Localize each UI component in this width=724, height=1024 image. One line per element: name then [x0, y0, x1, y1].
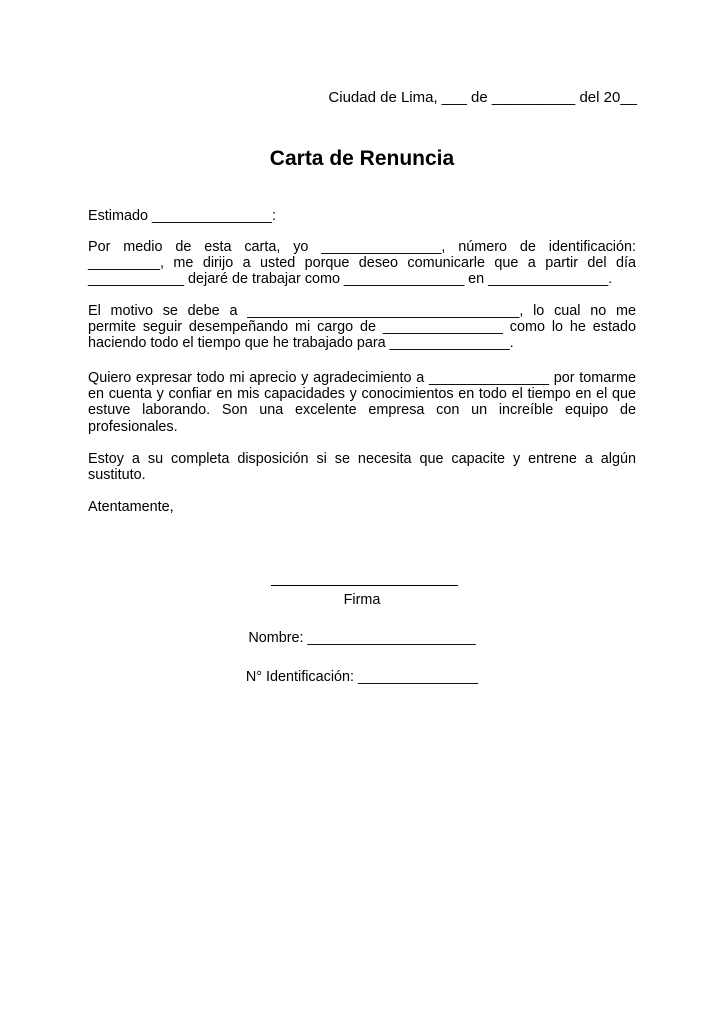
paragraph-3-text: Quiero expresar todo mi aprecio y agradecimiento a _______________ por tomarme en cuenta y confiar en mis capacidades y conocimientos en todo el tiempo en el que estuve laborando. Son una excelente empresa con un increíble equipo de profesionales. — [88, 370, 636, 435]
paragraph-2-text: El motivo se debe a __________________________________, lo cual no me permite seguir desempeñando mi cargo de _______________ como lo he estado haciendo todo el tiempo que he trabajado para _______________. — [88, 303, 636, 352]
closing — [88, 499, 636, 515]
paragraph-4 — [88, 451, 636, 483]
signature-label: Firma — [343, 592, 381, 608]
closing-text: Atentamente, — [88, 499, 174, 515]
paragraph-1 — [88, 239, 636, 288]
salutation-text: Estimado _______________: — [88, 208, 277, 224]
id-field-line: N° Identificación: _______________ — [245, 669, 479, 685]
date-line: Ciudad de Lima, ___ de __________ del 20__ — [328, 89, 637, 106]
paragraph-1-text: Por medio de esta carta, yo _______________, número de identificación: _________, me dirijo a usted porque deseo comunicarle que a partir del día ____________ dejaré de trabajar como _______________ en _______________. — [88, 239, 636, 288]
paragraph-3 — [88, 370, 636, 435]
letter-title: Carta de Renuncia — [269, 147, 455, 170]
signature-line — [271, 585, 458, 586]
paragraph-2 — [88, 303, 636, 352]
salutation — [88, 208, 636, 224]
paragraph-4-text: Estoy a su completa disposición si se necesita que capacite y entrene a algún sustituto. — [88, 451, 636, 484]
name-field-line: Nombre: _____________________ — [248, 630, 476, 646]
